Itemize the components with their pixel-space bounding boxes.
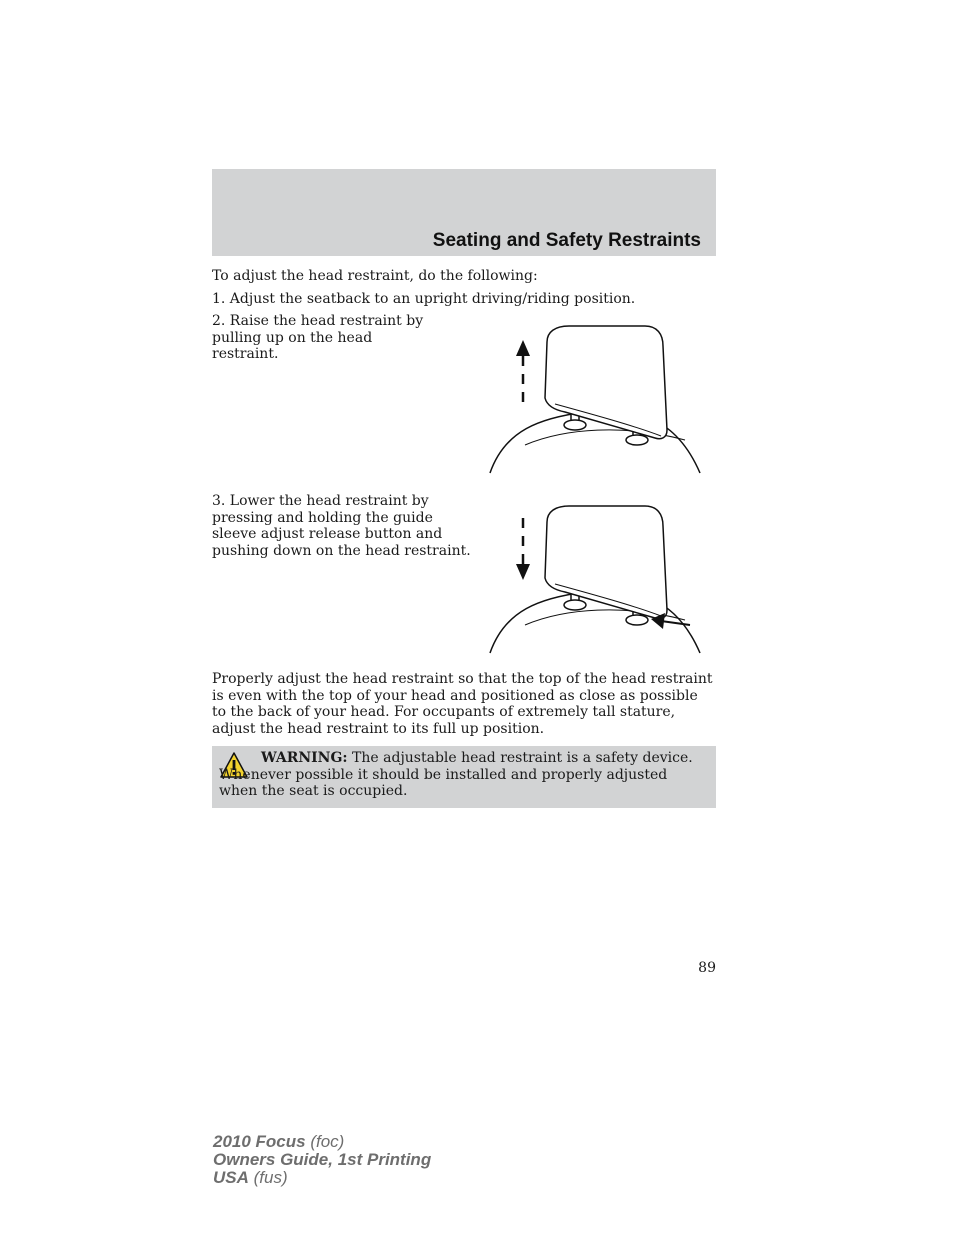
footer-model: 2010 Focus bbox=[213, 1132, 306, 1151]
up-arrow-icon bbox=[516, 340, 530, 402]
footer bbox=[213, 1133, 431, 1187]
footer-model-code: (foc) bbox=[310, 1132, 345, 1151]
down-arrow-icon bbox=[516, 518, 530, 580]
warning-box bbox=[212, 746, 716, 808]
page-number: 89 bbox=[698, 960, 716, 976]
footer-guide-edition: Owners Guide, 1st Printing bbox=[213, 1150, 432, 1169]
raise-head-restraint-illustration bbox=[485, 320, 710, 480]
adjustment-paragraph: Properly adjust the head restraint so that the top of the head restraint is even with the top of your head and positioned as close as possible to the back of your head. For occupants of extremely tall stature, adjust the head restraint to its full up position. bbox=[212, 671, 713, 737]
warning-body: The adjustable head restraint is a safety device. Whenever possible it should be installed and properly adjusted when the seat is occupied. bbox=[219, 750, 693, 799]
section-header-band bbox=[212, 169, 716, 256]
warning-label: WARNING: bbox=[261, 750, 348, 766]
step-1-text: 1. Adjust the seatback to an upright driving/riding position. bbox=[212, 291, 636, 307]
lower-head-restraint-illustration bbox=[485, 500, 710, 660]
step-2-text: 2. Raise the head restraint by pulling up on the head restraint. bbox=[212, 313, 424, 362]
footer-region: USA bbox=[213, 1168, 249, 1187]
intro-text: To adjust the head restraint, do the following: bbox=[212, 268, 538, 284]
section-title: Seating and Safety Restraints bbox=[432, 230, 701, 251]
step-3-text: 3. Lower the head restraint by pressing and holding the guide sleeve adjust release button and pushing down on the head restraint. bbox=[212, 493, 471, 559]
warning-text bbox=[219, 750, 699, 800]
footer-region-code: (fus) bbox=[253, 1168, 288, 1187]
